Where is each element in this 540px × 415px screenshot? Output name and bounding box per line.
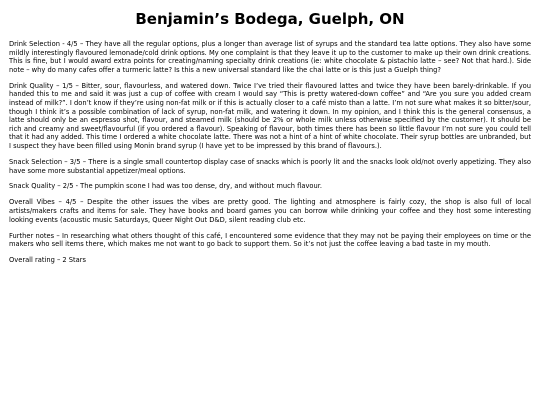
paragraph-snack-selection: Snack Selection – 3/5 – There is a single small countertop display case of snacks which is poorly lit and the snacks look old/not overly appetizing. They also have some more substantial appetizer/meal options.: [9, 157, 531, 175]
paragraph-drink-quality: Drink Quality – 1/5 – Bitter, sour, flavourless, and watered down. Twice I’ve tried their flavoured lattes and twice they have been barely-drinkable. If you handed this to me and said it was just a cup of coffee with cream I would say “This is pretty watered-down coffee” and “Are you sure you added cream instead of milk?”. I don’t know if they’re using non-fat milk or if this is actually closer to a café misto than a latte. I’m not sure what makes it so bitter/sour, though I think it’s a possible combination of lack of syrup, non-fat milk, and watering it down. In my opinion, and I think this is the general consensus, a latte should only be an espresso shot, flavour, and steamed milk (should be 2% or whole milk unless otherwise specified by the customer). It should be rich and creamy and sweet/flavourful (if you ordered a flavour). Speaking of flavour, both times there has been so little flavour I’m not sure you could tell that it had any added. This time I ordered a white chocolate latte. There was not a hint of a hint of white chocolate. Their syrup bottles are unbranded, but I suspect they have been filled using Monin brand syrup (I have yet to be impressed by this brand of flavours.).: [9, 81, 531, 150]
paragraph-drink-selection: Drink Selection - 4/5 – They have all the regular options, plus a longer than average list of syrups and the standard tea latte options. They also have some mildly interestingly flavoured lemonade/cold drink options. My one complaint is that they leave it up to the customer to make up their own drink creations. This is fine, but I would award extra points for creating/naming specialty drink creations (ie: white chocolate & pistachio latte – see? Not that hard.). Side note – why do many cafes offer a turmeric latte? Is this a new universal standard like the chai latte or is this just a Guelph thing?: [9, 40, 531, 74]
paragraph-overall-vibes: Overall Vibes – 4/5 – Despite the other issues the vibes are pretty good. The lighting and atmosphere is fairly cozy, the shop is also full of local artists/makers crafts and items for sale. They have books and board games you can borrow while drinking your coffee and they host some interesting looking events (acoustic music Saturdays, Queer Night Out D&D, silent reading club etc.: [9, 198, 531, 224]
page-title: Benjamin’s Bodega, Guelph, ON: [135, 10, 405, 28]
review-page: [0, 10, 540, 415]
paragraph-snack-quality: Snack Quality – 2/5 - The pumpkin scone I had was too dense, dry, and without much flavour.: [9, 182, 322, 191]
paragraph-overall-rating: Overall rating – 2 Stars: [9, 256, 87, 265]
paragraph-further-notes: Further notes – In researching what others thought of this café, I encountered some evidence that they may not be paying their employees on time or the makers who sell items there, which makes me not want to go back to support them. So it’s not just the coffee leaving a bad taste in my mouth.: [9, 231, 531, 249]
